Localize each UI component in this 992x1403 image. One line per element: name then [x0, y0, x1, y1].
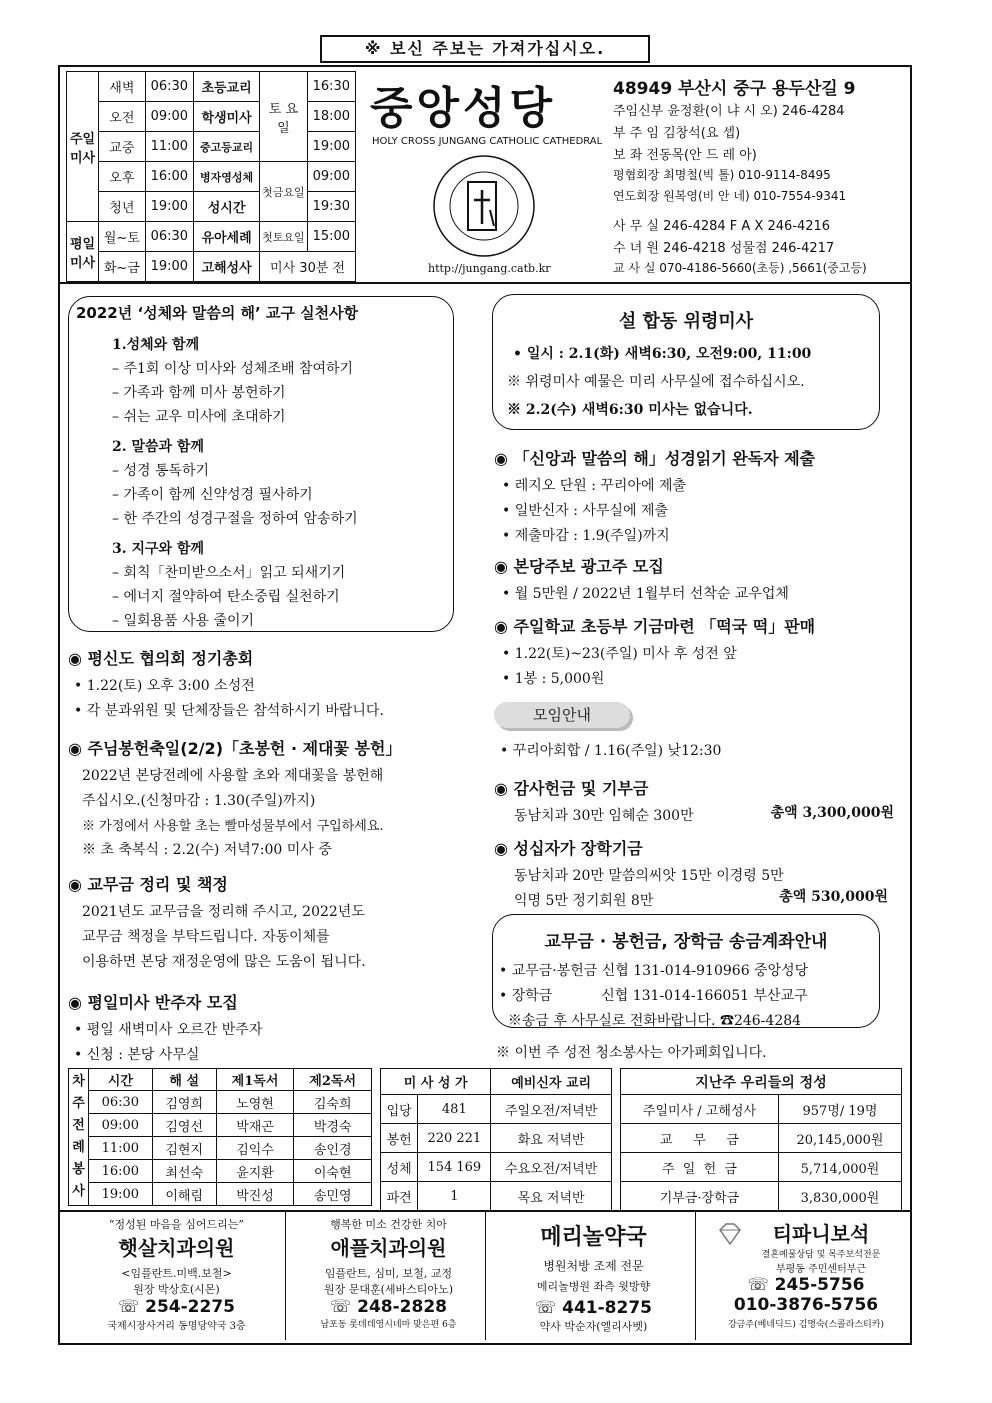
ad-line: 결혼예물상담 및 목주보석전문	[761, 1250, 881, 1260]
section-title: ◉ 감사헌금 및 기부금	[494, 779, 649, 798]
hymn-cell: 입당	[381, 1095, 418, 1124]
duty-header: 해 설	[152, 1069, 216, 1091]
duty-header: 시간	[89, 1069, 153, 1091]
hymn-header: 미 사 성 가	[381, 1069, 491, 1095]
pastoral-line: – 회칙「찬미받으소서」읽고 되새기기	[112, 565, 346, 581]
schedule-cell: 09:00	[145, 102, 193, 132]
section-line: • 1.22(토)~23(주일) 미사 후 성전 앞	[502, 646, 737, 662]
duty-cell: 김영희	[152, 1091, 216, 1114]
duty-cell: 김익수	[216, 1137, 294, 1160]
schedule-cell: 병자영성체	[193, 162, 259, 192]
ad-maryknoll-pharmacy	[492, 1212, 696, 1340]
pastoral-line: – 가족과 함께 미사 봉헌하기	[112, 385, 286, 401]
memorial-mass-box	[492, 294, 880, 430]
ad-name: 메리놀약국	[540, 1225, 647, 1250]
catechism-cell: 목요 저녁반	[491, 1182, 612, 1211]
organist-recruit-section	[68, 990, 262, 1064]
ad-line: 부평동 주민센터부근	[775, 1264, 867, 1275]
memorial-line: ※ 위령미사 예물은 미리 사무실에 접수하십시오.	[507, 374, 805, 390]
schedule-cell: 09:00	[307, 162, 355, 192]
schedule-cell: 교중	[99, 132, 146, 162]
schedule-cell: 새벽	[99, 72, 146, 102]
pastoral-line: – 가족이 함께 신약성경 필사하기	[112, 487, 313, 503]
catechism-cell: 화요 저녁반	[491, 1124, 612, 1153]
duty-cell: 박재곤	[216, 1114, 294, 1137]
section-line: • 레지오 단원 : 꾸리아에 제출	[502, 478, 686, 494]
presentation-feast-section	[68, 736, 401, 859]
hymn-cell: 481	[418, 1095, 491, 1124]
ad-line: 원장 박상호(시몬)	[133, 1283, 220, 1296]
saturday-label: 토 요 일	[260, 72, 308, 162]
schedule-cell: 06:30	[145, 222, 193, 252]
section-line: • 각 분과위원 및 단체장들은 참석하시기 바랍니다.	[74, 703, 384, 719]
offering-value: 957명/ 19명	[778, 1095, 901, 1124]
pastoral-line: – 한 주간의 성경구절을 정하여 암송하기	[112, 511, 358, 527]
catechism-cell: 수요오전/저녁반	[491, 1153, 612, 1182]
ad-line: 약사 박순자(엘리사벳)	[539, 1320, 648, 1333]
duty-cell: 김현지	[152, 1137, 216, 1160]
section-title: ◉ 본당주보 광고주 모집	[494, 557, 664, 576]
ad-phone: ☏ 248-2828	[329, 1297, 448, 1317]
duty-header: 제2독서	[294, 1069, 372, 1091]
scholarship-line: 동남치과 20만 말씀의씨앗 15만 이경령 5만	[514, 868, 784, 884]
account-info-box	[492, 914, 880, 1028]
scholarship-section	[494, 836, 894, 910]
section-title: ◉ 평신도 협의회 정기총회	[68, 649, 254, 668]
section-title: ◉ 주일학교 초등부 기금마련 「떡국 떡」판매	[494, 617, 816, 636]
schedule-cell: 19:00	[145, 192, 193, 222]
duty-cell: 박경숙	[294, 1114, 372, 1137]
pastoral-line: – 성경 통독하기	[112, 463, 210, 479]
hymn-cell: 220 221	[418, 1124, 491, 1153]
meeting-line: • 꾸리아회합 / 1.16(주일) 낮12:30	[500, 743, 722, 759]
ad-line: 강금주(베네딕드) 김명숙(스콜라스티카)	[727, 1320, 884, 1330]
offering-value: 20,145,000원	[778, 1124, 901, 1153]
duty-cell: 이해림	[152, 1183, 216, 1206]
staff-line: 부 주 임 김창석(요 셉)	[613, 126, 741, 141]
section-line: 교무금 책정을 부탁드립니다. 자동이체를	[82, 929, 330, 945]
section-line: • 월 5만원 / 2022년 1월부터 선착순 교우업체	[502, 586, 789, 602]
section-title: ◉ 평일미사 반주자 모집	[68, 993, 238, 1012]
bible-reading-section	[494, 446, 815, 545]
offering-label: 주 일 헌 금	[621, 1153, 779, 1182]
memorial-line: ※ 2.2(수) 새벽6:30 미사는 없습니다.	[507, 402, 753, 418]
duty-cell: 김숙희	[294, 1091, 372, 1114]
hymn-cell: 1	[418, 1182, 491, 1211]
account-line: • 교무금·봉헌금 신협 131-014-910966 중앙성당	[499, 963, 809, 979]
pastoral-line: 2. 말씀과 함께	[112, 439, 204, 455]
hymn-cell: 파견	[381, 1182, 418, 1211]
ad-line: 행복한 미소 건강한 치아	[330, 1218, 447, 1231]
duty-cell: 최선숙	[152, 1160, 216, 1183]
offering-title: 지난주 우리들의 정성	[621, 1069, 902, 1095]
sunday-mass-label: 주일 미사	[67, 72, 99, 222]
ad-line: <임플란트.미백.보철>	[121, 1267, 232, 1280]
header-divider	[58, 282, 912, 284]
first-saturday-label: 첫토요일	[260, 222, 308, 252]
first-friday-label: 첫금요일	[260, 162, 308, 222]
account-title: 교무금 · 봉헌금, 장학금 송금계좌안내	[544, 932, 828, 952]
duty-side-label: 차 주 전 례 봉 사	[69, 1069, 89, 1206]
ad-name: 애플치과의원	[330, 1236, 447, 1260]
offering-value: 5,714,000원	[778, 1153, 901, 1182]
section-line: 2022년 본당전례에 사용할 초와 제대꽃을 봉헌해	[82, 768, 384, 784]
ad-line: 남포동 롯데데영시네마 맞은편 6층	[320, 1320, 457, 1330]
section-line: • 1.22(토) 오후 3:00 소성전	[74, 678, 255, 694]
schedule-cell: 16:00	[145, 162, 193, 192]
section-title: ◉ 교무금 정리 및 책정	[68, 875, 228, 894]
pastoral-goals-list	[112, 334, 358, 630]
section-line: • 일반신자 : 사무실에 제출	[502, 503, 669, 519]
schedule-cell: 고해성사	[193, 252, 259, 282]
section-line: • 1봉 : 5,000원	[502, 671, 605, 687]
schedule-cell: 오후	[99, 162, 146, 192]
section-title: ◉ 성십자가 장학기금	[494, 839, 643, 858]
pastoral-goals-title: 2022년 ‘성체와 말씀의 해’ 교구 실천사항	[76, 304, 359, 322]
schedule-cell: 19:00	[307, 132, 355, 162]
section-line: 주십시오.(신청마감 : 1.30(주일)까지)	[82, 793, 316, 809]
take-bulletin-banner: ※ 보신 주보는 가져가십시오.	[320, 35, 650, 63]
meeting-tag: 모임안내	[494, 702, 630, 728]
duty-cell: 송민영	[294, 1183, 372, 1206]
section-line: 이용하면 본당 재정운영에 많은 도움이 됩니다.	[82, 954, 366, 970]
schedule-cell: 중고등교리	[193, 132, 259, 162]
duty-header: 제1독서	[216, 1069, 294, 1091]
pastoral-line: 3. 지구와 함께	[112, 541, 204, 557]
advertiser-section	[494, 554, 789, 603]
ad-apple-dental	[292, 1212, 486, 1340]
scholarship-line: 익명 5만 정기회원 8만	[514, 893, 654, 909]
council-meeting-section	[68, 646, 384, 720]
contact-line: 사 무 실 246-4284 F A X 246-4216	[613, 219, 831, 234]
offering-value: 3,830,000원	[778, 1182, 901, 1211]
ad-sunshine-dental	[68, 1212, 286, 1340]
mass-schedule-table	[66, 71, 356, 282]
schedule-cell: 19:30	[307, 192, 355, 222]
ad-line: 국제시장사거리 동명당약국 3층	[107, 1321, 246, 1332]
staff-line: 평협회장 최명철(빅 톨) 010-9114-8495	[613, 168, 831, 182]
duty-cell: 16:00	[89, 1160, 153, 1183]
offering-label: 주일미사 / 고해성사	[621, 1095, 779, 1124]
staff-line: 연도회장 원복영(비 안 네) 010-7554-9341	[613, 189, 847, 203]
section-line: ※ 가정에서 사용할 초는 빨마성물부에서 구입하세요.	[82, 819, 384, 834]
schedule-cell: 18:00	[307, 102, 355, 132]
section-line: • 평일 새벽미사 오르간 반주자	[74, 1022, 263, 1038]
hymn-cell: 성체	[381, 1153, 418, 1182]
schedule-cell: 월~토	[99, 222, 146, 252]
thanks-offering-section	[494, 776, 894, 825]
staff-line: 보 좌 전동목(안 드 레 아)	[613, 148, 757, 163]
contact-line: 수 녀 원 246-4218 성물점 246-4217	[613, 241, 835, 256]
duty-cell: 윤지환	[216, 1160, 294, 1183]
pastoral-line: – 에너지 절약하여 탄소중립 실천하기	[112, 589, 340, 605]
hymn-cell: 154 169	[418, 1153, 491, 1182]
memorial-line: • 일시 : 2.1(화) 새벽6:30, 오전9:00, 11:00	[513, 346, 812, 362]
staff-line: 주임신부 윤정환(이 냐 시 오) 246-4284	[613, 104, 845, 119]
pastoral-line: – 쉬는 교우 미사에 초대하기	[112, 409, 286, 425]
schedule-cell: 16:30	[307, 72, 355, 102]
ad-phone: ☏ 441-8275	[534, 1298, 653, 1318]
section-line: • 제출마감 : 1.9(주일)까지	[502, 528, 670, 544]
schedule-cell: 미사 30분 전	[260, 252, 356, 282]
section-title: ◉ 주님봉헌축일(2/2)「초봉헌 · 제대꽃 봉헌」	[68, 739, 402, 758]
schedule-cell: 화~금	[99, 252, 146, 282]
duty-cell: 11:00	[89, 1137, 153, 1160]
duty-cell: 송인경	[294, 1137, 372, 1160]
catechism-cell: 주일오전/저녁반	[491, 1095, 612, 1124]
catechism-header: 예비신자 교리	[491, 1069, 612, 1095]
pastoral-line: – 일회용품 사용 줄이기	[112, 613, 255, 629]
duty-cell: 김영선	[152, 1114, 216, 1137]
duty-cell: 이숙현	[294, 1160, 372, 1183]
thanks-line: 동남치과 30만 임혜순 300만	[514, 808, 694, 824]
pastoral-line: 1.성체와 함께	[112, 337, 200, 353]
schedule-cell: 06:30	[145, 72, 193, 102]
church-seal-icon	[428, 152, 540, 260]
offering-label: 교 무 금	[621, 1124, 779, 1153]
schedule-cell: 학생미사	[193, 102, 259, 132]
ad-line: 병원처방 조제 전문	[543, 1259, 644, 1273]
schedule-cell: 청년	[99, 192, 146, 222]
schedule-cell: 11:00	[145, 132, 193, 162]
schedule-cell: 초등교리	[193, 72, 259, 102]
church-address: 48949 부산시 중구 용두산길 9	[613, 79, 856, 99]
hymn-cell: 봉헌	[381, 1124, 418, 1153]
offering-table	[620, 1068, 902, 1211]
rice-cake-sale-section	[494, 614, 815, 688]
ad-phone-mobile: 010-3876-5756	[733, 1295, 879, 1315]
ad-phone: ☏ 245-5756	[747, 1275, 865, 1295]
thanks-total: 총액 3,300,000원	[770, 805, 894, 821]
schedule-cell: 19:00	[145, 252, 193, 282]
weekday-mass-label: 평일 미사	[67, 222, 99, 282]
contact-line: 교 사 실 070-4186-5660(초등) ,5661(중고등)	[613, 261, 867, 275]
section-line: 2021년도 교무금을 정리해 주시고, 2022년도	[82, 904, 365, 920]
dues-section	[68, 872, 366, 971]
pastoral-line: – 주1회 이상 미사와 성체조배 참여하기	[112, 361, 354, 377]
duty-cell: 박진성	[216, 1183, 294, 1206]
schedule-cell: 성시간	[193, 192, 259, 222]
church-url[interactable]: http://jungang.catb.kr	[428, 262, 551, 275]
ad-name: 티파니보석	[772, 1222, 870, 1246]
duty-cell: 09:00	[89, 1114, 153, 1137]
ad-tiffany-jewelry	[702, 1212, 910, 1340]
duty-cell: 19:00	[89, 1183, 153, 1206]
church-subtitle: HOLY CROSS JUNGANG CATHOLIC CATHEDRAL	[372, 136, 603, 147]
memorial-title: 설 합동 위령미사	[618, 311, 754, 332]
section-line: ※ 초 축복식 : 2.2(수) 저녁7:00 미사 중	[82, 842, 332, 858]
duty-cell: 06:30	[89, 1091, 153, 1114]
offering-label: 기부금·장학금	[621, 1182, 779, 1211]
ad-line: 원장 문대훈(세바스티아노)	[324, 1283, 453, 1296]
account-line: • 장학금 신협 131-014-166051 부산교구	[499, 988, 808, 1004]
ad-line: 임플란트, 심미, 보철, 교정	[324, 1267, 453, 1280]
cleaning-note: ※ 이번 주 성전 청소봉사는 아가페회입니다.	[496, 1045, 767, 1061]
liturgy-duty-table	[68, 1068, 372, 1206]
section-line: • 신청 : 본당 사무실	[74, 1047, 200, 1063]
ad-line: 메리놀병원 좌측 윗방향	[536, 1280, 651, 1293]
church-title: 중앙성당	[370, 83, 557, 134]
account-line: ※송금 후 사무실로 전화바랍니다. ☎246-4284	[499, 1013, 802, 1029]
ad-name: 햇살치과의원	[118, 1236, 235, 1260]
section-title: ◉ 「신앙과 말씀의 해」성경읽기 완독자 제출	[494, 449, 816, 468]
duty-cell: 노영현	[216, 1091, 294, 1114]
scholarship-total: 총액 530,000원	[779, 889, 888, 905]
ad-line: “정성된 마음을 심어드리는”	[108, 1218, 245, 1231]
schedule-cell: 오전	[99, 102, 146, 132]
ad-phone: ☏ 254-2275	[117, 1297, 236, 1317]
schedule-cell: 15:00	[307, 222, 355, 252]
hymn-catechism-table	[380, 1068, 612, 1211]
diamond-icon	[716, 1220, 744, 1248]
schedule-cell: 유아세례	[193, 222, 259, 252]
